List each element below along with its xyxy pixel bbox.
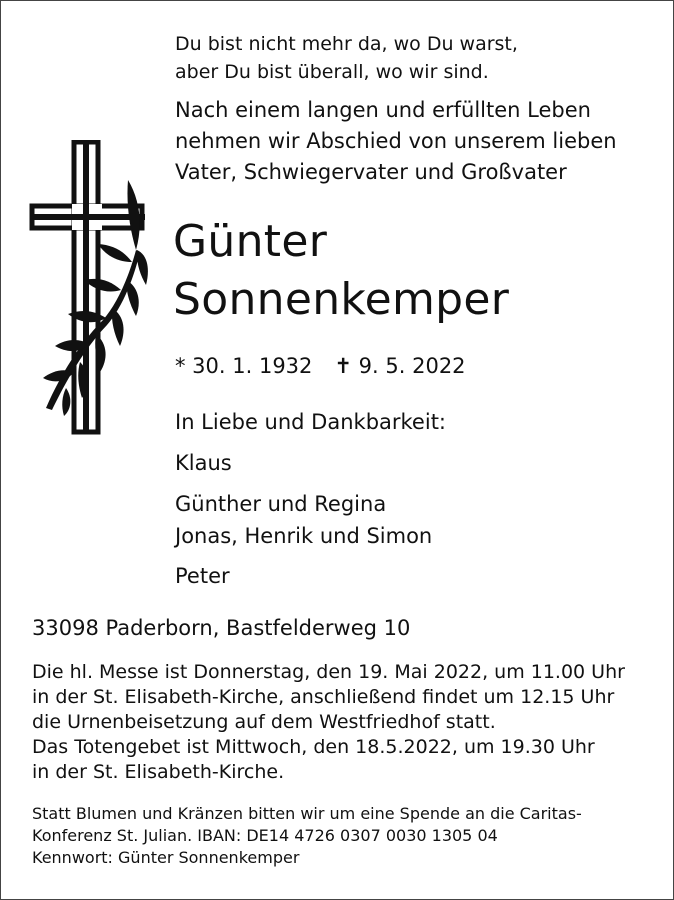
mourners-heading: In Liebe und Dankbarkeit: — [175, 410, 447, 434]
service-line: in der St. Elisabeth-Kirche, anschließend findet um 12.15 Uhr — [32, 686, 615, 708]
mourner-group — [175, 560, 230, 592]
cross-with-palm-branch-icon — [28, 140, 153, 440]
first-name: Günter — [173, 216, 328, 267]
motto-line: aber Du bist überall, wo wir sind. — [175, 61, 489, 83]
motto-text — [175, 30, 518, 86]
service-info — [32, 660, 625, 785]
intro-line: Vater, Schwiegervater und Großvater — [175, 160, 567, 184]
service-line: in der St. Elisabeth-Kirche. — [32, 761, 285, 783]
mourner-line: Jonas, Henrik und Simon — [175, 524, 433, 548]
birth-date: * 30. 1. 1932 — [175, 354, 313, 378]
service-line: Das Totengebet ist Mittwoch, den 18.5.2022, um 19.30 Uhr — [32, 736, 595, 758]
mourner-line: Klaus — [175, 451, 232, 475]
deceased-name — [173, 213, 509, 329]
intro-text — [175, 95, 617, 188]
address: 33098 Paderborn, Bastfelderweg 10 — [32, 616, 411, 640]
last-name: Sonnenkemper — [173, 274, 510, 325]
mourner-line: Günther und Regina — [175, 492, 387, 516]
motto-line: Du bist nicht mehr da, wo Du warst, — [175, 33, 518, 55]
mourner-group — [175, 488, 432, 552]
donation-note — [32, 803, 582, 869]
service-line: Die hl. Messe ist Donnerstag, den 19. Mai 2022, um 11.00 Uhr — [32, 661, 625, 683]
mourner-line: Peter — [175, 564, 230, 588]
intro-line: Nach einem langen und erfüllten Leben — [175, 98, 591, 122]
service-line: die Urnenbeisetzung auf dem Westfriedhof statt. — [32, 711, 496, 733]
note-line: Kennwort: Günter Sonnenkemper — [32, 848, 300, 867]
note-line: Konferenz St. Julian. IBAN: DE14 4726 0307 0030 1305 04 — [32, 826, 498, 845]
note-line: Statt Blumen und Kränzen bitten wir um eine Spende an die Caritas- — [32, 804, 582, 823]
intro-line: nehmen wir Abschied von unserem lieben — [175, 129, 617, 153]
mourner-group — [175, 447, 232, 479]
death-date: ✝ 9. 5. 2022 — [334, 354, 466, 378]
life-dates — [175, 352, 466, 380]
